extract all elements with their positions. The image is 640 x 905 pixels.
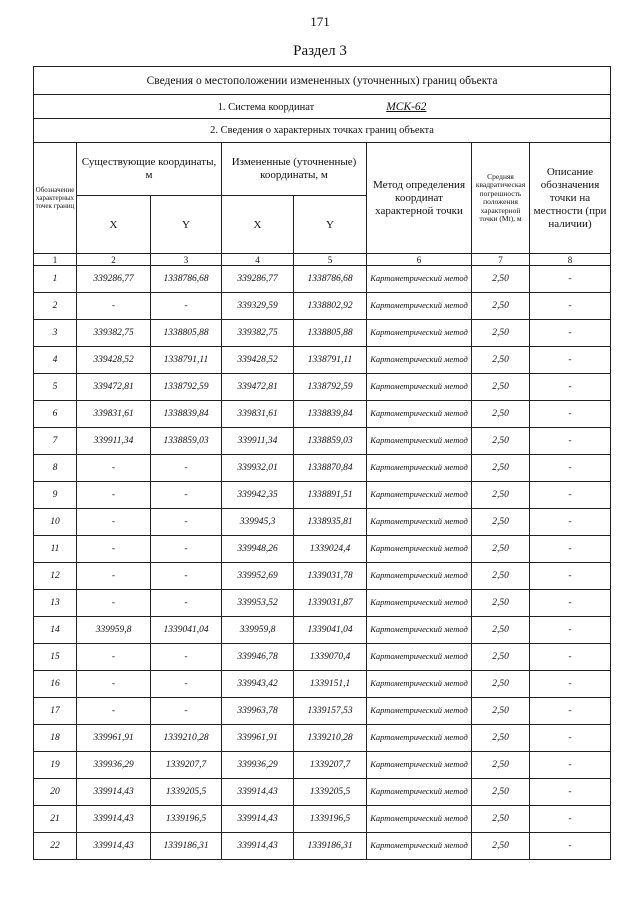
table-row xyxy=(34,347,611,374)
description-cell: - xyxy=(530,401,611,428)
existing-y-cell: 1338792,59 xyxy=(151,374,222,401)
rms-error-cell: 2,50 xyxy=(472,617,530,644)
point-id-cell: 22 xyxy=(34,833,77,860)
description-cell: - xyxy=(530,617,611,644)
point-id-cell: 21 xyxy=(34,806,77,833)
existing-y-cell: 1339210,28 xyxy=(151,725,222,752)
method-cell xyxy=(367,536,472,563)
existing-x-cell: 339382,75 xyxy=(77,320,151,347)
changed-x-cell: 339963,78 xyxy=(222,698,294,725)
column-number-4: 4 xyxy=(222,254,294,266)
existing-x-cell: 339286,77 xyxy=(77,266,151,293)
point-id-cell: 15 xyxy=(34,644,77,671)
existing-x-cell: - xyxy=(77,536,151,563)
table-row xyxy=(34,671,611,698)
description-cell: - xyxy=(530,536,611,563)
changed-y-cell: 1338935,81 xyxy=(294,509,367,536)
changed-y-cell: 1338891,51 xyxy=(294,482,367,509)
table-row xyxy=(34,563,611,590)
changed-y-cell: 1338839,84 xyxy=(294,401,367,428)
existing-x-cell: 339936,29 xyxy=(77,752,151,779)
changed-x-cell: 339953,52 xyxy=(222,590,294,617)
table-row xyxy=(34,806,611,833)
description-cell: - xyxy=(530,347,611,374)
point-id-cell: 6 xyxy=(34,401,77,428)
description-cell: - xyxy=(530,752,611,779)
existing-y-cell: - xyxy=(151,509,222,536)
changed-x-cell: 339943,42 xyxy=(222,671,294,698)
existing-y-cell: - xyxy=(151,644,222,671)
changed-y-cell: 1339157,53 xyxy=(294,698,367,725)
changed-y-cell: 1338870,84 xyxy=(294,455,367,482)
method-text: Картометрический метод xyxy=(370,570,468,581)
description-cell: - xyxy=(530,320,611,347)
table-row xyxy=(34,509,611,536)
header-method: Метод определения координат характерной точки xyxy=(367,143,472,254)
existing-x-cell: 339961,91 xyxy=(77,725,151,752)
header-existing-y: Y xyxy=(151,196,222,254)
rms-error-cell: 2,50 xyxy=(472,374,530,401)
changed-x-cell: 339959,8 xyxy=(222,617,294,644)
changed-y-cell: 1338802,92 xyxy=(294,293,367,320)
table-row xyxy=(34,320,611,347)
header-changed-coords: Измененные (уточненные) координаты, м xyxy=(222,143,367,196)
rms-error-cell: 2,50 xyxy=(472,644,530,671)
changed-y-cell: 1338859,03 xyxy=(294,428,367,455)
changed-x-cell: 339952,69 xyxy=(222,563,294,590)
method-cell xyxy=(367,509,472,536)
point-id-cell: 18 xyxy=(34,725,77,752)
rms-error-cell: 2,50 xyxy=(472,752,530,779)
method-text: Картометрический метод xyxy=(370,678,468,689)
point-id-cell: 9 xyxy=(34,482,77,509)
existing-x-cell: - xyxy=(77,455,151,482)
column-number-8: 8 xyxy=(530,254,611,266)
existing-y-cell: - xyxy=(151,671,222,698)
changed-x-cell: 339961,91 xyxy=(222,725,294,752)
existing-x-cell: - xyxy=(77,698,151,725)
table-row xyxy=(34,617,611,644)
description-cell: - xyxy=(530,509,611,536)
table-row xyxy=(34,266,611,293)
existing-y-cell: 1338839,84 xyxy=(151,401,222,428)
existing-x-cell: - xyxy=(77,671,151,698)
existing-x-cell: 339959,8 xyxy=(77,617,151,644)
changed-y-cell: 1339210,28 xyxy=(294,725,367,752)
existing-y-cell: - xyxy=(151,563,222,590)
method-text: Картометрический метод xyxy=(370,273,468,284)
changed-x-cell: 339472,81 xyxy=(222,374,294,401)
column-number-7: 7 xyxy=(472,254,530,266)
point-id-cell: 13 xyxy=(34,590,77,617)
changed-y-cell: 1339205,5 xyxy=(294,779,367,806)
existing-y-cell: - xyxy=(151,482,222,509)
existing-x-cell: 339914,43 xyxy=(77,779,151,806)
existing-y-cell: - xyxy=(151,590,222,617)
method-cell xyxy=(367,347,472,374)
coord-system-row xyxy=(34,95,611,119)
changed-y-cell: 1339207,7 xyxy=(294,752,367,779)
changed-x-cell: 339932,01 xyxy=(222,455,294,482)
existing-y-cell: - xyxy=(151,293,222,320)
method-text: Картометрический метод xyxy=(370,624,468,635)
section-title: Раздел 3 xyxy=(293,43,347,59)
method-text: Картометрический метод xyxy=(370,543,468,554)
method-text: Картометрический метод xyxy=(370,381,468,392)
header-point-designation: Обозначение характерных точек границ xyxy=(34,143,77,254)
method-cell xyxy=(367,455,472,482)
method-cell xyxy=(367,293,472,320)
method-cell xyxy=(367,779,472,806)
rms-error-cell: 2,50 xyxy=(472,806,530,833)
rms-error-cell: 2,50 xyxy=(472,833,530,860)
method-cell xyxy=(367,482,472,509)
rms-error-cell: 2,50 xyxy=(472,671,530,698)
description-cell: - xyxy=(530,698,611,725)
header-existing-x: X xyxy=(77,196,151,254)
method-cell xyxy=(367,806,472,833)
changed-x-cell: 339942,35 xyxy=(222,482,294,509)
rms-error-cell: 2,50 xyxy=(472,482,530,509)
point-id-cell: 8 xyxy=(34,455,77,482)
rms-error-cell: 2,50 xyxy=(472,509,530,536)
method-text: Картометрический метод xyxy=(370,354,468,365)
existing-y-cell: - xyxy=(151,455,222,482)
method-text: Картометрический метод xyxy=(370,786,468,797)
point-id-cell: 7 xyxy=(34,428,77,455)
method-cell xyxy=(367,374,472,401)
table-row xyxy=(34,833,611,860)
method-text: Картометрический метод xyxy=(370,705,468,716)
method-text: Картометрический метод xyxy=(370,840,468,851)
method-text: Картометрический метод xyxy=(370,300,468,311)
point-id-cell: 1 xyxy=(34,266,77,293)
description-cell: - xyxy=(530,428,611,455)
method-cell xyxy=(367,266,472,293)
changed-y-cell: 1339031,87 xyxy=(294,590,367,617)
description-cell: - xyxy=(530,293,611,320)
method-cell xyxy=(367,752,472,779)
method-cell xyxy=(367,617,472,644)
point-id-cell: 12 xyxy=(34,563,77,590)
existing-x-cell: - xyxy=(77,644,151,671)
points-info-label: 2. Сведения о характерных точках границ объекта xyxy=(34,119,611,143)
existing-y-cell: - xyxy=(151,698,222,725)
existing-x-cell: - xyxy=(77,509,151,536)
method-cell xyxy=(367,320,472,347)
table-row xyxy=(34,428,611,455)
table-row xyxy=(34,293,611,320)
coord-system-label: 1. Система координат xyxy=(217,101,315,113)
description-cell: - xyxy=(530,563,611,590)
existing-x-cell: 339831,61 xyxy=(77,401,151,428)
method-cell xyxy=(367,644,472,671)
column-number-2: 2 xyxy=(77,254,151,266)
rms-error-cell: 2,50 xyxy=(472,401,530,428)
rms-error-cell: 2,50 xyxy=(472,590,530,617)
description-cell: - xyxy=(530,833,611,860)
table-row xyxy=(34,455,611,482)
changed-y-cell: 1338805,88 xyxy=(294,320,367,347)
changed-y-cell: 1339041,04 xyxy=(294,617,367,644)
table-title: Сведения о местоположении измененных (уточненных) границ объекта xyxy=(34,67,611,95)
method-text: Картометрический метод xyxy=(370,408,468,419)
method-text: Картометрический метод xyxy=(370,597,468,608)
existing-x-cell: 339914,43 xyxy=(77,833,151,860)
existing-x-cell: 339472,81 xyxy=(77,374,151,401)
existing-x-cell: - xyxy=(77,563,151,590)
changed-x-cell: 339914,43 xyxy=(222,806,294,833)
header-description: Описание обозначения точки на местности (при наличии) xyxy=(530,143,611,254)
changed-y-cell: 1339186,31 xyxy=(294,833,367,860)
point-id-cell: 10 xyxy=(34,509,77,536)
existing-x-cell: 339428,52 xyxy=(77,347,151,374)
existing-y-cell: 1339207,7 xyxy=(151,752,222,779)
changed-x-cell: 339911,34 xyxy=(222,428,294,455)
method-text: Картометрический метод xyxy=(370,651,468,662)
existing-y-cell: 1338786,68 xyxy=(151,266,222,293)
header-existing-coords: Существующие координаты, м xyxy=(77,143,222,196)
point-id-cell: 4 xyxy=(34,347,77,374)
column-number-1: 1 xyxy=(34,254,77,266)
changed-y-cell: 1339031,78 xyxy=(294,563,367,590)
table-row xyxy=(34,644,611,671)
changed-y-cell: 1338792,59 xyxy=(294,374,367,401)
existing-x-cell: 339911,34 xyxy=(77,428,151,455)
header-rms-error: Средняя квадратическая погрешность положения характерной точки (Mt), м xyxy=(472,143,530,254)
method-cell xyxy=(367,671,472,698)
changed-x-cell: 339948,26 xyxy=(222,536,294,563)
rms-error-cell: 2,50 xyxy=(472,455,530,482)
changed-x-cell: 339936,29 xyxy=(222,752,294,779)
table-row xyxy=(34,752,611,779)
changed-y-cell: 1339196,5 xyxy=(294,806,367,833)
changed-x-cell: 339286,77 xyxy=(222,266,294,293)
changed-y-cell: 1338791,11 xyxy=(294,347,367,374)
table-row xyxy=(34,725,611,752)
rms-error-cell: 2,50 xyxy=(472,428,530,455)
table-row xyxy=(34,779,611,806)
column-number-3: 3 xyxy=(151,254,222,266)
changed-x-cell: 339329,59 xyxy=(222,293,294,320)
table-row xyxy=(34,536,611,563)
table-row xyxy=(34,590,611,617)
method-text: Картометрический метод xyxy=(370,516,468,527)
changed-x-cell: 339945,3 xyxy=(222,509,294,536)
method-text: Картометрический метод xyxy=(370,327,468,338)
column-number-6: 6 xyxy=(367,254,472,266)
changed-y-cell: 1338786,68 xyxy=(294,266,367,293)
description-cell: - xyxy=(530,374,611,401)
point-id-cell: 3 xyxy=(34,320,77,347)
page-number: 171 xyxy=(310,14,330,29)
description-cell: - xyxy=(530,455,611,482)
rms-error-cell: 2,50 xyxy=(472,536,530,563)
changed-x-cell: 339914,43 xyxy=(222,779,294,806)
method-cell xyxy=(367,698,472,725)
description-cell: - xyxy=(530,266,611,293)
existing-y-cell: 1339186,31 xyxy=(151,833,222,860)
existing-y-cell: - xyxy=(151,536,222,563)
existing-x-cell: - xyxy=(77,482,151,509)
description-cell: - xyxy=(530,671,611,698)
method-cell xyxy=(367,401,472,428)
method-text: Картометрический метод xyxy=(370,759,468,770)
existing-y-cell: 1338805,88 xyxy=(151,320,222,347)
description-cell: - xyxy=(530,779,611,806)
existing-x-cell: - xyxy=(77,293,151,320)
rms-error-cell: 2,50 xyxy=(472,563,530,590)
method-text: Картометрический метод xyxy=(370,435,468,446)
boundary-points-table xyxy=(33,66,611,860)
rms-error-cell: 2,50 xyxy=(472,698,530,725)
description-cell: - xyxy=(530,806,611,833)
rms-error-cell: 2,50 xyxy=(472,725,530,752)
point-id-cell: 14 xyxy=(34,617,77,644)
existing-y-cell: 1339041,04 xyxy=(151,617,222,644)
rms-error-cell: 2,50 xyxy=(472,347,530,374)
description-cell: - xyxy=(530,644,611,671)
method-cell xyxy=(367,563,472,590)
coord-system-value: МСК-62 xyxy=(386,100,427,113)
rms-error-cell: 2,50 xyxy=(472,266,530,293)
changed-x-cell: 339428,52 xyxy=(222,347,294,374)
table-row xyxy=(34,374,611,401)
method-cell xyxy=(367,590,472,617)
existing-x-cell: 339914,43 xyxy=(77,806,151,833)
point-id-cell: 17 xyxy=(34,698,77,725)
method-cell xyxy=(367,833,472,860)
existing-y-cell: 1338859,03 xyxy=(151,428,222,455)
changed-y-cell: 1339024,4 xyxy=(294,536,367,563)
table-row xyxy=(34,401,611,428)
method-cell xyxy=(367,428,472,455)
changed-y-cell: 1339151,1 xyxy=(294,671,367,698)
existing-x-cell: - xyxy=(77,590,151,617)
point-id-cell: 16 xyxy=(34,671,77,698)
column-number-row xyxy=(34,254,611,266)
point-id-cell: 11 xyxy=(34,536,77,563)
point-id-cell: 19 xyxy=(34,752,77,779)
table-row xyxy=(34,482,611,509)
method-text: Картометрический метод xyxy=(370,489,468,500)
changed-x-cell: 339914,43 xyxy=(222,833,294,860)
point-id-cell: 20 xyxy=(34,779,77,806)
changed-x-cell: 339946,78 xyxy=(222,644,294,671)
column-number-5: 5 xyxy=(294,254,367,266)
description-cell: - xyxy=(530,482,611,509)
method-cell xyxy=(367,725,472,752)
rms-error-cell: 2,50 xyxy=(472,293,530,320)
changed-y-cell: 1339070,4 xyxy=(294,644,367,671)
header-changed-x: X xyxy=(222,196,294,254)
existing-y-cell: 1339205,5 xyxy=(151,779,222,806)
description-cell: - xyxy=(530,590,611,617)
table-row xyxy=(34,698,611,725)
point-id-cell: 2 xyxy=(34,293,77,320)
changed-x-cell: 339382,75 xyxy=(222,320,294,347)
description-cell: - xyxy=(530,725,611,752)
header-changed-y: Y xyxy=(294,196,367,254)
method-text: Картометрический метод xyxy=(370,813,468,824)
changed-x-cell: 339831,61 xyxy=(222,401,294,428)
rms-error-cell: 2,50 xyxy=(472,779,530,806)
existing-y-cell: 1338791,11 xyxy=(151,347,222,374)
rms-error-cell: 2,50 xyxy=(472,320,530,347)
existing-y-cell: 1339196,5 xyxy=(151,806,222,833)
method-text: Картометрический метод xyxy=(370,462,468,473)
point-id-cell: 5 xyxy=(34,374,77,401)
method-text: Картометрический метод xyxy=(370,732,468,743)
